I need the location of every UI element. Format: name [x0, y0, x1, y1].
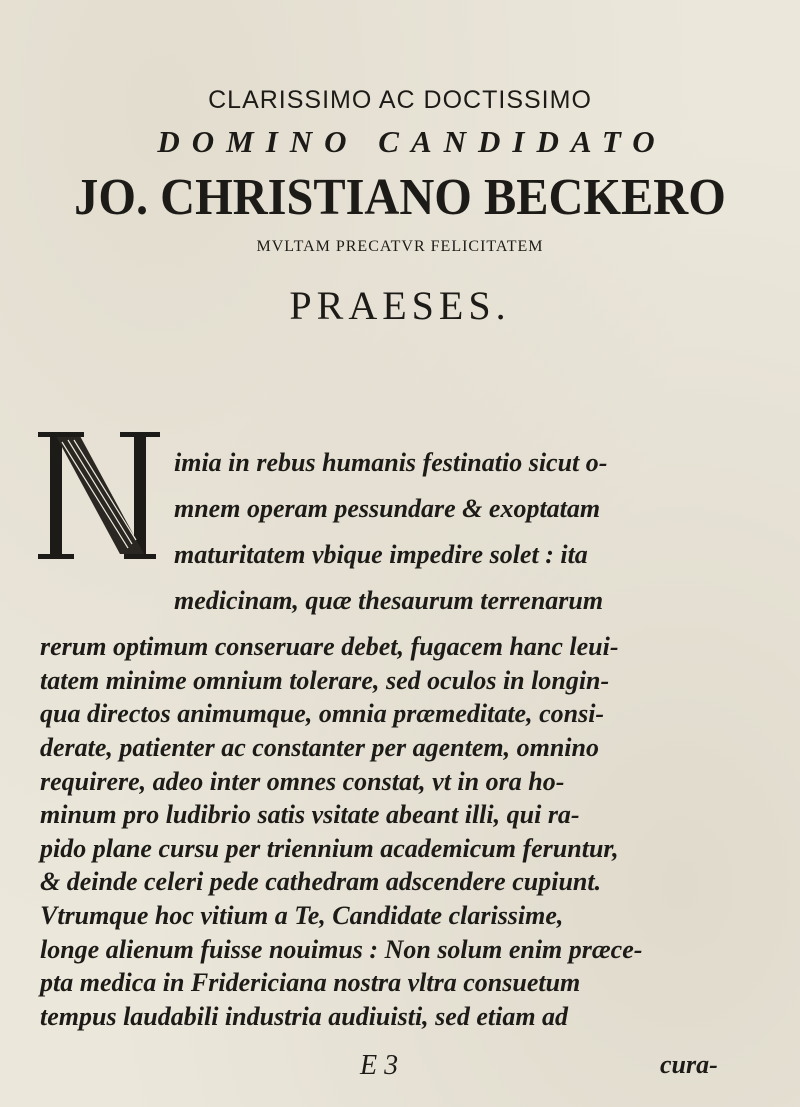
catchword: cura- — [660, 1050, 718, 1079]
dedication-line-2: DOMINO CANDIDATO — [157, 124, 667, 159]
text-line-7: qua directos animumque, omnia præmeditate, consi- — [40, 699, 605, 728]
text-line-11: pido plane cursu per triennium academicum feruntur, — [40, 834, 619, 863]
text-line-12: & deinde celeri pede cathedram adscendere cupiunt. — [40, 867, 602, 896]
recipient-name: JO. CHRISTIANO BECKERO — [74, 169, 726, 226]
text-line-8: derate, patienter ac constanter per agentem, omnino — [40, 733, 599, 762]
text-line-3: maturitatem vbique impedire solet : ita — [174, 540, 588, 569]
text-line-14: longe alienum fuisse nouimus : Non solum enim præce- — [40, 935, 643, 964]
text-line-10: minum pro ludibrio satis vsitate abeant illi, qui ra- — [40, 800, 580, 829]
signature-mark: E 3 — [360, 1050, 399, 1081]
text-line-1: imia in rebus humanis festinatio sicut o- — [174, 448, 608, 477]
text-line-4: medicinam, quæ thesaurum terrenarum — [174, 586, 604, 615]
initial-letter: N — [98, 561, 100, 563]
text-line-16: tempus laudabili industria audiuisti, sed etiam ad — [40, 1002, 569, 1031]
praeses-heading: PRAESES. — [289, 283, 511, 328]
dedication-line-4: MVLTAM PRECATVR FELICITATEM — [256, 238, 544, 255]
text-line-6: tatem minime omnium tolerare, sed oculos in longin- — [40, 666, 610, 695]
decorated-initial — [32, 422, 164, 570]
text-line-15: pta medica in Fridericiana nostra vltra consuetum — [40, 968, 581, 997]
text-line-5: rerum optimum conseruare debet, fugacem hanc leui- — [40, 632, 619, 661]
text-line-13: Vtrumque hoc vitium a Te, Candidate clarissime, — [40, 901, 564, 930]
text-line-2: mnem operam pessundare & exoptatam — [174, 494, 601, 523]
dedication-line-1: CLARISSIMO AC DOCTISSIMO — [208, 86, 592, 114]
text-line-9: requirere, adeo inter omnes constat, vt in ora ho- — [40, 767, 565, 796]
